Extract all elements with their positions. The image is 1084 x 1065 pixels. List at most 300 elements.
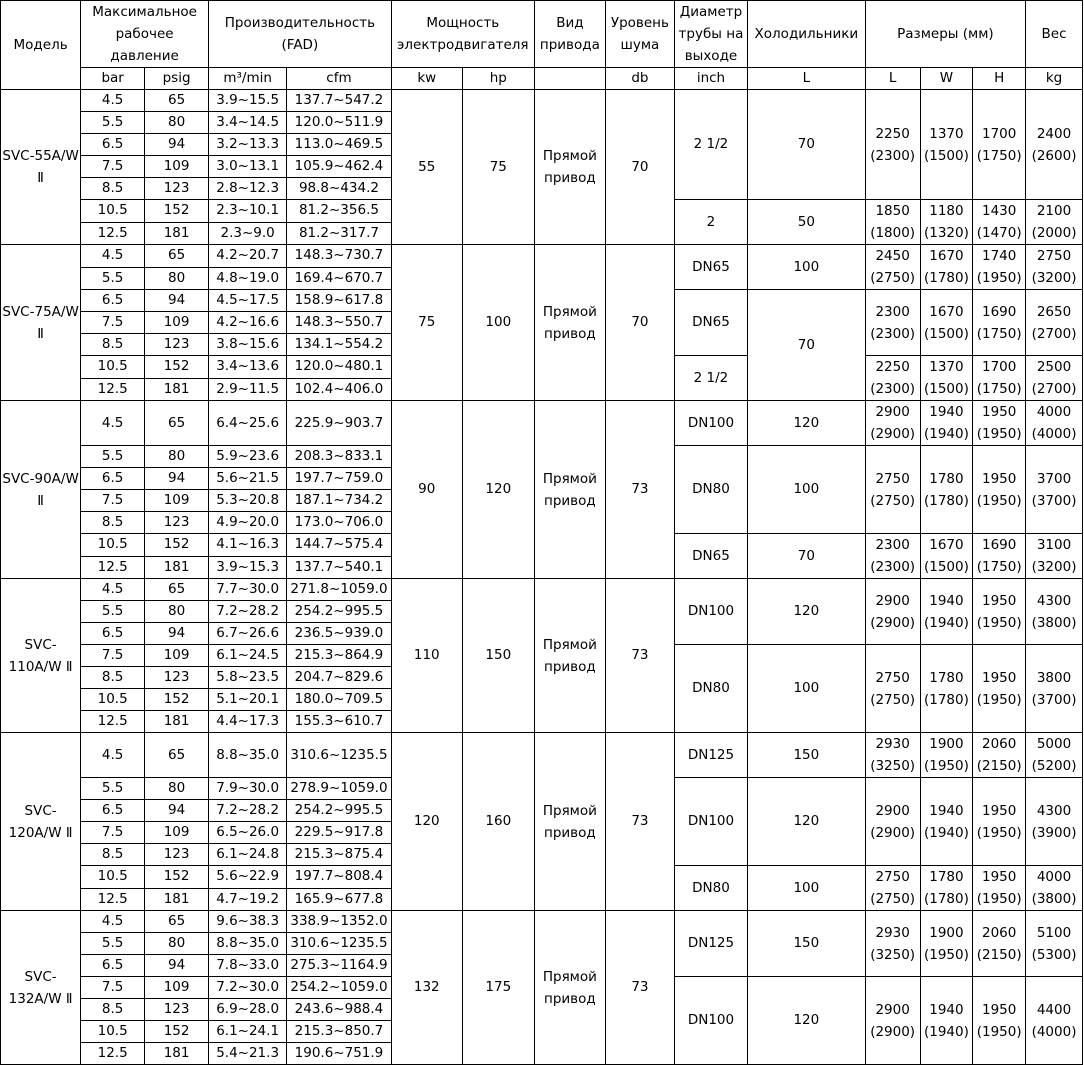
bar-cell: 8.5 <box>81 512 145 534</box>
bar-cell: 12.5 <box>81 556 145 579</box>
cfm-cell: 102.4~406.0 <box>287 378 392 401</box>
m3-cell: 4.1~16.3 <box>209 534 287 557</box>
psig-cell: 65 <box>145 245 209 268</box>
cfm-cell: 254.2~1059.0 <box>287 977 392 999</box>
m3-cell: 7.7~30.0 <box>209 579 287 601</box>
header-drive: Вид привода <box>534 1 605 68</box>
psig-cell: 94 <box>145 134 209 156</box>
length-cell: 2300 (2300) <box>865 534 920 579</box>
coolers-cell: 150 <box>748 911 866 977</box>
bar-cell: 6.5 <box>81 134 145 156</box>
cfm-cell: 338.9~1352.0 <box>287 911 392 933</box>
noise-cell: 70 <box>605 90 674 245</box>
height-cell: 1700 (1750) <box>973 90 1026 200</box>
m3-cell: 6.4~25.6 <box>209 401 287 446</box>
model-cell: SVC-55A/W Ⅱ <box>1 90 81 245</box>
unit-inch: inch <box>674 68 747 90</box>
weight-cell: 5000 (5200) <box>1026 733 1083 778</box>
psig-cell: 152 <box>145 200 209 223</box>
psig-cell: 94 <box>145 955 209 977</box>
bar-cell: 4.5 <box>81 401 145 446</box>
bar-cell: 7.5 <box>81 312 145 334</box>
coolers-cell: 70 <box>748 534 866 579</box>
pipe-cell: DN80 <box>674 866 747 911</box>
header-weight: Вес <box>1026 1 1083 68</box>
bar-cell: 10.5 <box>81 356 145 379</box>
psig-cell: 123 <box>145 844 209 866</box>
cfm-cell: 208.3~833.1 <box>287 446 392 468</box>
cfm-cell: 275.3~1164.9 <box>287 955 392 977</box>
m3-cell: 3.4~13.6 <box>209 356 287 379</box>
width-cell: 1900 (1950) <box>920 733 973 778</box>
bar-cell: 4.5 <box>81 90 145 112</box>
bar-cell: 8.5 <box>81 178 145 200</box>
cfm-cell: 148.3~550.7 <box>287 312 392 334</box>
bar-cell: 7.5 <box>81 490 145 512</box>
bar-cell: 6.5 <box>81 290 145 312</box>
bar-cell: 12.5 <box>81 378 145 401</box>
m3-cell: 4.2~16.6 <box>209 312 287 334</box>
bar-cell: 5.5 <box>81 933 145 955</box>
psig-cell: 109 <box>145 822 209 844</box>
psig-cell: 123 <box>145 999 209 1021</box>
width-cell: 1940 (1940) <box>920 401 973 446</box>
drive-cell: Прямой привод <box>534 733 605 911</box>
unit-width: W <box>920 68 973 90</box>
cfm-cell: 197.7~759.0 <box>287 468 392 490</box>
psig-cell: 181 <box>145 711 209 733</box>
m3-cell: 3.2~13.3 <box>209 134 287 156</box>
psig-cell: 65 <box>145 401 209 446</box>
weight-cell: 4300 (3800) <box>1026 579 1083 645</box>
bar-cell: 6.5 <box>81 800 145 822</box>
pipe-cell: DN80 <box>674 446 747 534</box>
pipe-cell: DN65 <box>674 534 747 579</box>
height-cell: 1950 (1950) <box>973 977 1026 1065</box>
unit-psig: psig <box>145 68 209 90</box>
psig-cell: 152 <box>145 689 209 711</box>
hp-cell: 175 <box>462 911 534 1065</box>
header-dims: Размеры (мм) <box>865 1 1025 68</box>
bar-cell: 6.5 <box>81 955 145 977</box>
length-cell: 2750 (2750) <box>865 645 920 733</box>
pipe-cell: DN100 <box>674 401 747 446</box>
bar-cell: 12.5 <box>81 222 145 245</box>
table-row <box>1 245 1083 268</box>
m3-cell: 5.3~20.8 <box>209 490 287 512</box>
psig-cell: 109 <box>145 156 209 178</box>
cfm-cell: 165.9~677.8 <box>287 888 392 911</box>
coolers-cell: 120 <box>748 401 866 446</box>
cfm-cell: 113.0~469.5 <box>287 134 392 156</box>
bar-cell: 8.5 <box>81 334 145 356</box>
unit-liters: L <box>748 68 866 90</box>
model-cell: SVC-110A/W Ⅱ <box>1 579 81 733</box>
psig-cell: 181 <box>145 378 209 401</box>
bar-cell: 6.5 <box>81 623 145 645</box>
bar-cell: 10.5 <box>81 1021 145 1043</box>
header-coolers: Холодильники <box>748 1 866 68</box>
m3-cell: 7.2~28.2 <box>209 601 287 623</box>
bar-cell: 5.5 <box>81 267 145 290</box>
height-cell: 1950 (1950) <box>973 579 1026 645</box>
weight-cell: 2400 (2600) <box>1026 90 1083 200</box>
psig-cell: 181 <box>145 556 209 579</box>
bar-cell: 5.5 <box>81 778 145 800</box>
coolers-cell: 120 <box>748 977 866 1065</box>
m3-cell: 2.9~11.5 <box>209 378 287 401</box>
table-row <box>1 90 1083 112</box>
drive-cell: Прямой привод <box>534 401 605 579</box>
weight-cell: 4300 (3900) <box>1026 778 1083 866</box>
header-fad: Производительность (FAD) <box>209 1 392 68</box>
cfm-cell: 310.6~1235.5 <box>287 933 392 955</box>
m3-cell: 2.3~9.0 <box>209 222 287 245</box>
cfm-cell: 278.9~1059.0 <box>287 778 392 800</box>
weight-cell: 4000 (3800) <box>1026 866 1083 911</box>
pipe-cell: DN125 <box>674 733 747 778</box>
width-cell: 1670 (1780) <box>920 245 973 290</box>
coolers-cell: 100 <box>748 446 866 534</box>
header-power: Мощность электродвигателя <box>391 1 534 68</box>
m3-cell: 4.5~17.5 <box>209 290 287 312</box>
bar-cell: 6.5 <box>81 468 145 490</box>
psig-cell: 65 <box>145 579 209 601</box>
coolers-cell: 100 <box>748 645 866 733</box>
psig-cell: 152 <box>145 866 209 889</box>
cfm-cell: 204.7~829.6 <box>287 667 392 689</box>
cfm-cell: 229.5~917.8 <box>287 822 392 844</box>
m3-cell: 9.6~38.3 <box>209 911 287 933</box>
coolers-cell: 150 <box>748 733 866 778</box>
length-cell: 2250 (2300) <box>865 356 920 401</box>
cfm-cell: 236.5~939.0 <box>287 623 392 645</box>
bar-cell: 7.5 <box>81 822 145 844</box>
height-cell: 1740 (1950) <box>973 245 1026 290</box>
length-cell: 2900 (2900) <box>865 401 920 446</box>
length-cell: 2250 (2300) <box>865 90 920 200</box>
m3-cell: 6.5~26.0 <box>209 822 287 844</box>
model-cell: SVC-132A/W Ⅱ <box>1 911 81 1065</box>
kw-cell: 120 <box>391 733 462 911</box>
height-cell: 1700 (1750) <box>973 356 1026 401</box>
cfm-cell: 187.1~734.2 <box>287 490 392 512</box>
noise-cell: 70 <box>605 245 674 401</box>
cfm-cell: 254.2~995.5 <box>287 800 392 822</box>
height-cell: 1950 (1950) <box>973 866 1026 911</box>
cfm-cell: 215.3~875.4 <box>287 844 392 866</box>
unit-cfm: cfm <box>287 68 392 90</box>
psig-cell: 65 <box>145 90 209 112</box>
cfm-cell: 134.1~554.2 <box>287 334 392 356</box>
psig-cell: 80 <box>145 267 209 290</box>
coolers-cell: 70 <box>748 290 866 401</box>
width-cell: 1370 (1500) <box>920 90 973 200</box>
drive-cell: Прямой привод <box>534 911 605 1065</box>
model-cell: SVC-90A/W Ⅱ <box>1 401 81 579</box>
m3-cell: 3.8~15.6 <box>209 334 287 356</box>
m3-cell: 7.8~33.0 <box>209 955 287 977</box>
hp-cell: 160 <box>462 733 534 911</box>
table-row <box>1 911 1083 933</box>
bar-cell: 5.5 <box>81 446 145 468</box>
weight-cell: 2100 (2000) <box>1026 200 1083 245</box>
m3-cell: 7.2~28.2 <box>209 800 287 822</box>
cfm-cell: 158.9~617.8 <box>287 290 392 312</box>
cfm-cell: 271.8~1059.0 <box>287 579 392 601</box>
m3-cell: 3.0~13.1 <box>209 156 287 178</box>
table-row <box>1 579 1083 601</box>
width-cell: 1370 (1500) <box>920 356 973 401</box>
m3-cell: 2.8~12.3 <box>209 178 287 200</box>
psig-cell: 94 <box>145 623 209 645</box>
m3-cell: 5.4~21.3 <box>209 1043 287 1065</box>
bar-cell: 4.5 <box>81 245 145 268</box>
length-cell: 2750 (2750) <box>865 866 920 911</box>
psig-cell: 123 <box>145 178 209 200</box>
cfm-cell: 105.9~462.4 <box>287 156 392 178</box>
m3-cell: 4.2~20.7 <box>209 245 287 268</box>
coolers-cell: 70 <box>748 90 866 200</box>
bar-cell: 4.5 <box>81 579 145 601</box>
bar-cell: 7.5 <box>81 156 145 178</box>
height-cell: 1950 (1950) <box>973 778 1026 866</box>
length-cell: 2900 (2900) <box>865 778 920 866</box>
cfm-cell: 144.7~575.4 <box>287 534 392 557</box>
pipe-cell: DN65 <box>674 245 747 290</box>
unit-m3: m³/min <box>209 68 287 90</box>
weight-cell: 2650 (2700) <box>1026 290 1083 356</box>
psig-cell: 181 <box>145 222 209 245</box>
hp-cell: 150 <box>462 579 534 733</box>
psig-cell: 94 <box>145 468 209 490</box>
bar-cell: 10.5 <box>81 534 145 557</box>
cfm-cell: 120.0~511.9 <box>287 112 392 134</box>
weight-cell: 2750 (3200) <box>1026 245 1083 290</box>
height-cell: 1950 (1950) <box>973 645 1026 733</box>
cfm-cell: 243.6~988.4 <box>287 999 392 1021</box>
m3-cell: 5.6~21.5 <box>209 468 287 490</box>
height-cell: 2060 (2150) <box>973 911 1026 977</box>
bar-cell: 8.5 <box>81 999 145 1021</box>
cfm-cell: 137.7~540.1 <box>287 556 392 579</box>
psig-cell: 181 <box>145 888 209 911</box>
unit-bar: bar <box>81 68 145 90</box>
cfm-cell: 254.2~995.5 <box>287 601 392 623</box>
drive-cell: Прямой привод <box>534 90 605 245</box>
width-cell: 1780 (1780) <box>920 645 973 733</box>
m3-cell: 5.9~23.6 <box>209 446 287 468</box>
length-cell: 2930 (3250) <box>865 911 920 977</box>
m3-cell: 3.4~14.5 <box>209 112 287 134</box>
kw-cell: 55 <box>391 90 462 245</box>
pipe-cell: DN80 <box>674 645 747 733</box>
pipe-cell: DN100 <box>674 778 747 866</box>
header-noise: Уровень шума <box>605 1 674 68</box>
cfm-cell: 180.0~709.5 <box>287 689 392 711</box>
m3-cell: 4.4~17.3 <box>209 711 287 733</box>
kw-cell: 90 <box>391 401 462 579</box>
coolers-cell: 100 <box>748 866 866 911</box>
model-cell: SVC-75A/W Ⅱ <box>1 245 81 401</box>
weight-cell: 3800 (3700) <box>1026 645 1083 733</box>
length-cell: 2900 (2900) <box>865 977 920 1065</box>
table-row <box>1 401 1083 446</box>
width-cell: 1940 (1940) <box>920 579 973 645</box>
weight-cell: 3700 (3700) <box>1026 446 1083 534</box>
height-cell: 1950 (1950) <box>973 446 1026 534</box>
cfm-cell: 155.3~610.7 <box>287 711 392 733</box>
bar-cell: 4.5 <box>81 733 145 778</box>
weight-cell: 2500 (2700) <box>1026 356 1083 401</box>
pipe-cell: DN100 <box>674 977 747 1065</box>
psig-cell: 181 <box>145 1043 209 1065</box>
psig-cell: 152 <box>145 356 209 379</box>
m3-cell: 7.9~30.0 <box>209 778 287 800</box>
bar-cell: 8.5 <box>81 844 145 866</box>
cfm-cell: 169.4~670.7 <box>287 267 392 290</box>
pipe-cell: 2 1/2 <box>674 90 747 200</box>
psig-cell: 123 <box>145 334 209 356</box>
cfm-cell: 81.2~356.5 <box>287 200 392 223</box>
cfm-cell: 148.3~730.7 <box>287 245 392 268</box>
cfm-cell: 81.2~317.7 <box>287 222 392 245</box>
m3-cell: 6.7~26.6 <box>209 623 287 645</box>
m3-cell: 3.9~15.5 <box>209 90 287 112</box>
weight-cell: 4400 (4000) <box>1026 977 1083 1065</box>
psig-cell: 123 <box>145 667 209 689</box>
bar-cell: 7.5 <box>81 977 145 999</box>
bar-cell: 5.5 <box>81 601 145 623</box>
psig-cell: 123 <box>145 512 209 534</box>
m3-cell: 5.6~22.9 <box>209 866 287 889</box>
unit-drive <box>534 68 605 90</box>
drive-cell: Прямой привод <box>534 245 605 401</box>
psig-cell: 65 <box>145 911 209 933</box>
m3-cell: 5.8~23.5 <box>209 667 287 689</box>
m3-cell: 2.3~10.1 <box>209 200 287 223</box>
height-cell: 1430 (1470) <box>973 200 1026 245</box>
bar-cell: 10.5 <box>81 866 145 889</box>
cfm-cell: 310.6~1235.5 <box>287 733 392 778</box>
m3-cell: 8.8~35.0 <box>209 933 287 955</box>
pipe-cell: 2 1/2 <box>674 356 747 401</box>
psig-cell: 80 <box>145 933 209 955</box>
length-cell: 2900 (2900) <box>865 579 920 645</box>
hp-cell: 120 <box>462 401 534 579</box>
pipe-cell: DN100 <box>674 579 747 645</box>
psig-cell: 80 <box>145 446 209 468</box>
m3-cell: 3.9~15.3 <box>209 556 287 579</box>
weight-cell: 3100 (3200) <box>1026 534 1083 579</box>
m3-cell: 6.1~24.8 <box>209 844 287 866</box>
m3-cell: 8.8~35.0 <box>209 733 287 778</box>
bar-cell: 5.5 <box>81 112 145 134</box>
header-pressure: Максимальное рабочее давление <box>81 1 209 68</box>
m3-cell: 4.8~19.0 <box>209 267 287 290</box>
width-cell: 1180 (1320) <box>920 200 973 245</box>
width-cell: 1780 (1780) <box>920 446 973 534</box>
unit-db: db <box>605 68 674 90</box>
height-cell: 1950 (1950) <box>973 401 1026 446</box>
height-cell: 1690 (1750) <box>973 534 1026 579</box>
noise-cell: 73 <box>605 733 674 911</box>
unit-kg: kg <box>1026 68 1083 90</box>
bar-cell: 12.5 <box>81 711 145 733</box>
m3-cell: 4.9~20.0 <box>209 512 287 534</box>
unit-hp: hp <box>462 68 534 90</box>
psig-cell: 152 <box>145 534 209 557</box>
header-pipe: Диаметр трубы на выходе <box>674 1 747 68</box>
psig-cell: 80 <box>145 601 209 623</box>
kw-cell: 110 <box>391 579 462 733</box>
bar-cell: 7.5 <box>81 645 145 667</box>
height-cell: 1690 (1750) <box>973 290 1026 356</box>
length-cell: 2930 (3250) <box>865 733 920 778</box>
coolers-cell: 50 <box>748 200 866 245</box>
psig-cell: 152 <box>145 1021 209 1043</box>
drive-cell: Прямой привод <box>534 579 605 733</box>
cfm-cell: 137.7~547.2 <box>287 90 392 112</box>
model-cell: SVC-120A/W Ⅱ <box>1 733 81 911</box>
length-cell: 2300 (2300) <box>865 290 920 356</box>
cfm-cell: 98.8~434.2 <box>287 178 392 200</box>
table-row <box>1 733 1083 778</box>
m3-cell: 7.2~30.0 <box>209 977 287 999</box>
cfm-cell: 190.6~751.9 <box>287 1043 392 1065</box>
bar-cell: 12.5 <box>81 1043 145 1065</box>
kw-cell: 75 <box>391 245 462 401</box>
bar-cell: 10.5 <box>81 689 145 711</box>
header-model: Модель <box>1 1 81 90</box>
height-cell: 2060 (2150) <box>973 733 1026 778</box>
width-cell: 1900 (1950) <box>920 911 973 977</box>
width-cell: 1780 (1780) <box>920 866 973 911</box>
weight-cell: 4000 (4000) <box>1026 401 1083 446</box>
cfm-cell: 120.0~480.1 <box>287 356 392 379</box>
width-cell: 1670 (1500) <box>920 534 973 579</box>
m3-cell: 5.1~20.1 <box>209 689 287 711</box>
length-cell: 2750 (2750) <box>865 446 920 534</box>
coolers-cell: 100 <box>748 245 866 290</box>
bar-cell: 8.5 <box>81 667 145 689</box>
noise-cell: 73 <box>605 911 674 1065</box>
psig-cell: 109 <box>145 312 209 334</box>
bar-cell: 4.5 <box>81 911 145 933</box>
m3-cell: 4.7~19.2 <box>209 888 287 911</box>
kw-cell: 132 <box>391 911 462 1065</box>
cfm-cell: 215.3~850.7 <box>287 1021 392 1043</box>
psig-cell: 109 <box>145 490 209 512</box>
unit-height: H <box>973 68 1026 90</box>
coolers-cell: 120 <box>748 579 866 645</box>
m3-cell: 6.1~24.5 <box>209 645 287 667</box>
cfm-cell: 225.9~903.7 <box>287 401 392 446</box>
length-cell: 1850 (1800) <box>865 200 920 245</box>
psig-cell: 94 <box>145 800 209 822</box>
psig-cell: 80 <box>145 778 209 800</box>
m3-cell: 6.1~24.1 <box>209 1021 287 1043</box>
hp-cell: 100 <box>462 245 534 401</box>
unit-kw: kw <box>391 68 462 90</box>
pipe-cell: 2 <box>674 200 747 245</box>
length-cell: 2450 (2750) <box>865 245 920 290</box>
unit-length: L <box>865 68 920 90</box>
pipe-cell: DN65 <box>674 290 747 356</box>
weight-cell: 5100 (5300) <box>1026 911 1083 977</box>
hp-cell: 75 <box>462 90 534 245</box>
bar-cell: 10.5 <box>81 200 145 223</box>
